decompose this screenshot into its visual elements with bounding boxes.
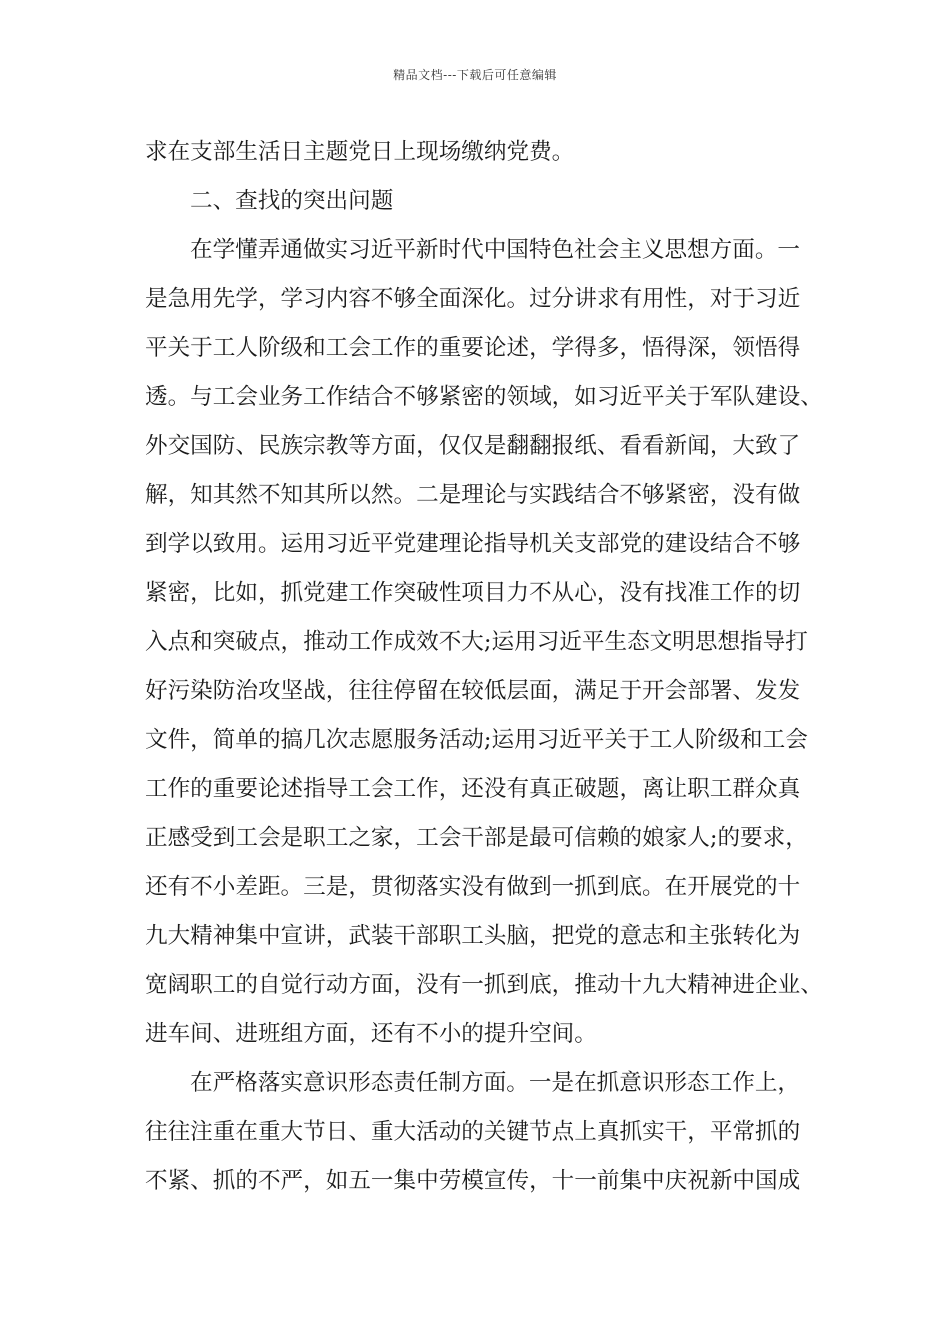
text-line-4: 是急用先学，学习内容不够全面深化。过分讲求有用性，对于习近	[145, 286, 801, 312]
text-line-20: 在严格落实意识形态责任制方面。一是在抓意识形态工作上，	[190, 1070, 801, 1096]
text-line-19: 进车间、进班组方面，还有不小的提升空间。	[145, 1021, 597, 1047]
text-line-6: 透。与工会业务工作结合不够紧密的领域，如习近平关于军队建设、	[145, 384, 823, 410]
text-line-5: 平关于工人阶级和工会工作的重要论述，学得多，悟得深，领悟得	[145, 335, 801, 361]
text-line-3: 在学懂弄通做实习近平新时代中国特色社会主义思想方面。一	[190, 237, 801, 263]
text-line-8: 解，知其然不知其所以然。二是理论与实践结合不够紧密，没有做	[145, 482, 801, 508]
text-line-18: 宽阔职工的自觉行动方面，没有一抓到底，推动十九大精神进企业、	[145, 972, 823, 998]
text-line-14: 工作的重要论述指导工会工作，还没有真正破题，离让职工群众真	[145, 776, 801, 802]
text-line-11: 入点和突破点，推动工作成效不大;运用习近平生态文明思想指导打	[145, 629, 808, 655]
text-line-21: 往往注重在重大节日、重大活动的关键节点上真抓实干，平常抓的	[145, 1119, 801, 1145]
section-heading: 二、查找的突出问题	[190, 188, 394, 214]
text-line-13: 文件，简单的搞几次志愿服务活动;运用习近平关于工人阶级和工会	[145, 727, 808, 753]
text-line-10: 紧密，比如，抓党建工作突破性项目力不从心，没有找准工作的切	[145, 580, 801, 606]
text-line-15: 正感受到工会是职工之家，工会干部是最可信赖的娘家人;的要求，	[145, 825, 808, 851]
text-line-16: 还有不小差距。三是，贯彻落实没有做到一抓到底。在开展党的十	[145, 874, 801, 900]
text-line-22: 不紧、抓的不严，如五一集中劳模宣传，十一前集中庆祝新中国成	[145, 1168, 801, 1194]
text-line-7: 外交国防、民族宗教等方面，仅仅是翻翻报纸、看看新闻，大致了	[145, 433, 801, 459]
page-header-watermark: 精品文档---下载后可任意编辑	[393, 68, 557, 82]
text-line-9: 到学以致用。运用习近平党建理论指导机关支部党的建设结合不够	[145, 531, 801, 557]
text-line-17: 九大精神集中宣讲，武装干部职工头脑，把党的意志和主张转化为	[145, 923, 801, 949]
text-line-1: 求在支部生活日主题党日上现场缴纳党费。	[145, 139, 575, 165]
text-line-12: 好污染防治攻坚战，往往停留在较低层面，满足于开会部署、发发	[145, 678, 801, 704]
